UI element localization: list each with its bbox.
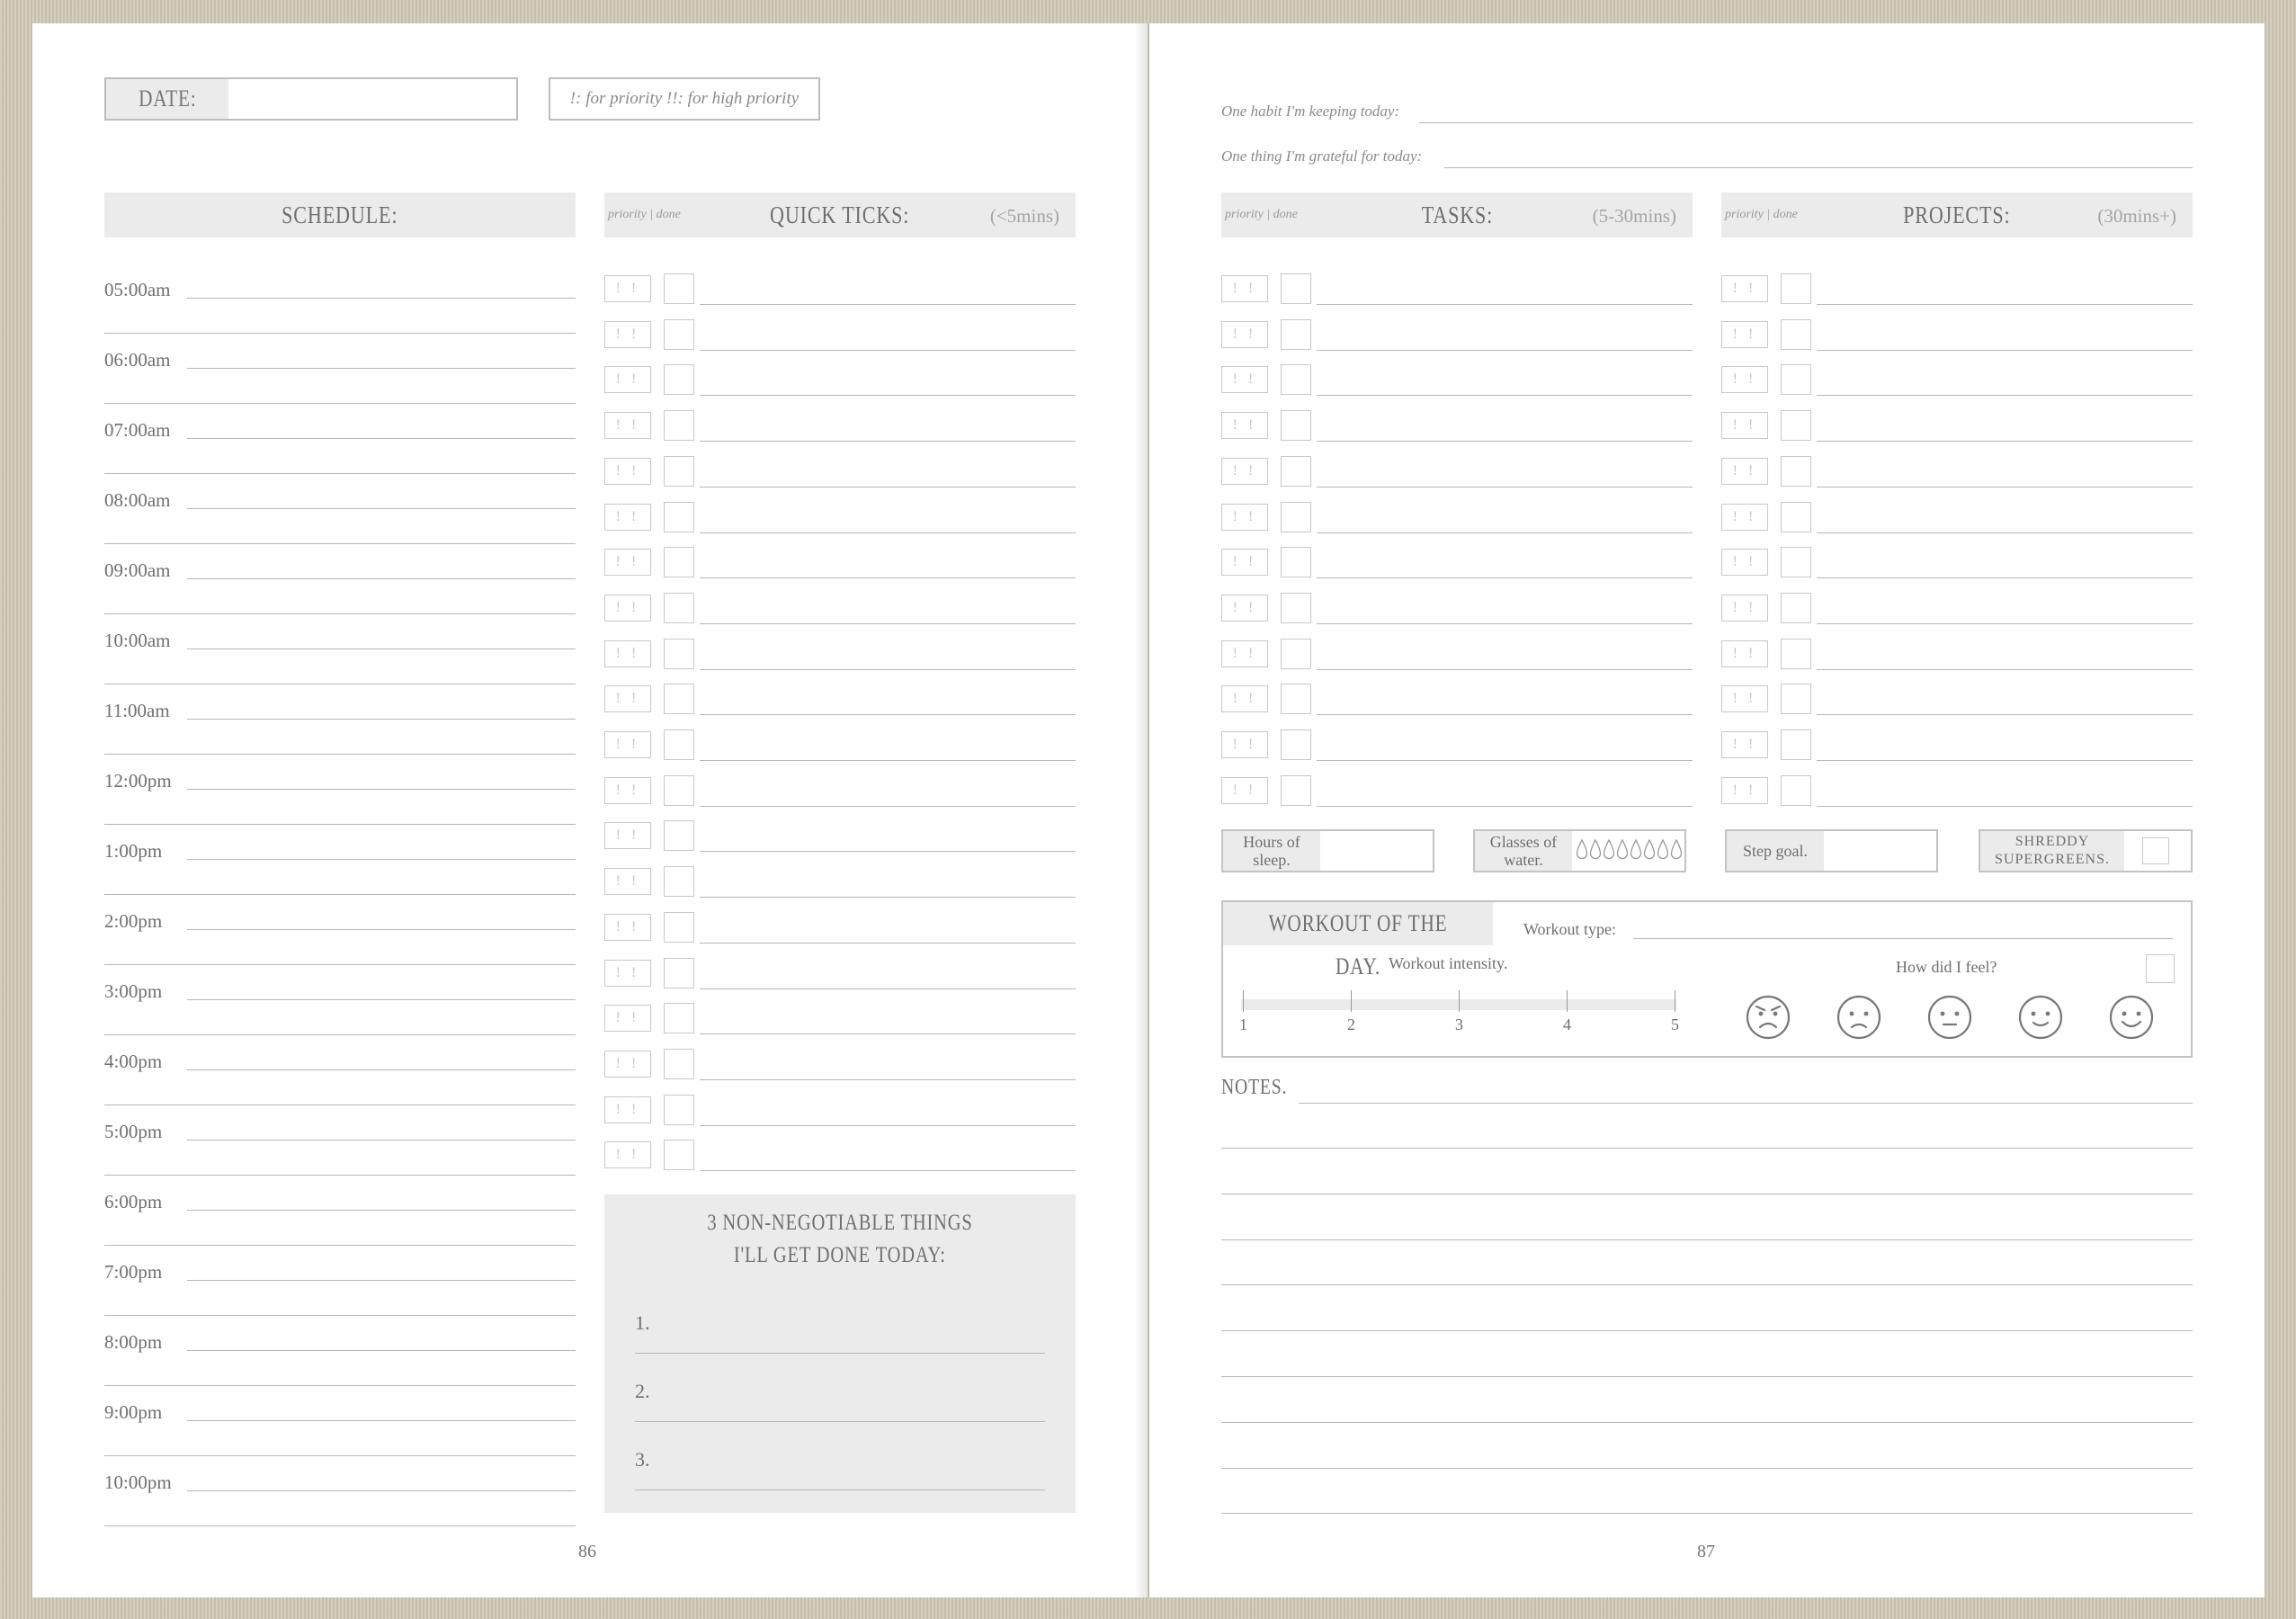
non-negotiable-line-3[interactable] — [635, 1489, 1045, 1490]
schedule-subline[interactable] — [104, 1455, 576, 1456]
priority-box[interactable]: ! ! — [604, 1096, 651, 1123]
schedule-subline[interactable] — [104, 613, 576, 614]
schedule-line[interactable] — [187, 1280, 576, 1281]
done-checkbox[interactable] — [1281, 684, 1311, 714]
done-checkbox[interactable] — [1781, 364, 1811, 395]
tasks-title: TASKS: — [1421, 201, 1493, 228]
schedule-time: 06:00am — [104, 349, 171, 371]
happy-face-icon[interactable] — [2108, 994, 2155, 1041]
non-negotiable-item-1: 1. — [635, 1311, 650, 1334]
done-checkbox[interactable] — [1781, 639, 1811, 669]
schedule-time: 9:00pm — [104, 1401, 163, 1423]
workout-title: WORKOUT OF THE DAY. — [1268, 910, 1448, 979]
priority-box[interactable]: ! ! — [1221, 412, 1268, 439]
non-negotiables-title-line2: I'LL GET DONE TODAY: — [734, 1243, 946, 1267]
priority-done-label: priority | done — [608, 208, 681, 221]
done-checkbox[interactable] — [1281, 273, 1311, 304]
done-checkbox[interactable] — [664, 912, 694, 943]
date-field[interactable] — [104, 77, 518, 121]
intensity-tick — [1459, 990, 1460, 1012]
priority-done-label: priority | done — [1725, 208, 1798, 221]
left-page — [32, 23, 1148, 1597]
schedule-line[interactable] — [187, 1210, 576, 1211]
task-line[interactable] — [700, 806, 1076, 807]
priority-box[interactable]: ! ! — [604, 549, 651, 576]
priority-box[interactable]: ! ! — [1221, 549, 1268, 576]
task-line[interactable] — [700, 1170, 1076, 1171]
intensity-value: 3 — [1455, 1015, 1463, 1033]
priority-box[interactable]: ! ! — [1221, 640, 1268, 667]
date-label: DATE: — [106, 79, 228, 119]
done-checkbox[interactable] — [1781, 547, 1811, 577]
done-checkbox[interactable] — [664, 684, 694, 714]
feel-label: How did I feel? — [1896, 958, 1997, 976]
intensity-value: 2 — [1347, 1015, 1355, 1033]
grateful-prompt: One thing I'm grateful for today: — [1221, 148, 1423, 165]
supergreens-label: SHREDDY SUPERGREENS. — [1980, 831, 2124, 871]
schedule-time: 2:00pm — [104, 910, 163, 932]
schedule-time: 8:00pm — [104, 1331, 163, 1353]
schedule-line[interactable] — [187, 789, 576, 790]
notes-line[interactable] — [1221, 1468, 2193, 1469]
projects-title: PROJECTS: — [1903, 201, 2011, 228]
done-checkbox[interactable] — [1781, 775, 1811, 806]
priority-box[interactable]: ! ! — [1221, 366, 1268, 393]
done-checkbox[interactable] — [1281, 639, 1311, 669]
angry-face-icon[interactable] — [1745, 994, 1791, 1041]
done-checkbox[interactable] — [664, 729, 694, 760]
non-negotiables-box — [604, 1194, 1076, 1513]
schedule-line[interactable] — [187, 1420, 576, 1421]
page-number-right: 87 — [1697, 1542, 1715, 1561]
feel-checkbox[interactable] — [2146, 954, 2175, 983]
schedule-time: 11:00am — [104, 700, 170, 721]
notes-label: NOTES. — [1221, 1076, 1288, 1099]
done-checkbox[interactable] — [1281, 547, 1311, 577]
schedule-line[interactable] — [187, 578, 576, 579]
schedule-subline[interactable] — [104, 754, 576, 755]
priority-box[interactable]: ! ! — [604, 914, 651, 941]
priority-box[interactable]: ! ! — [1221, 685, 1268, 712]
schedule-subline[interactable] — [104, 1385, 576, 1386]
intensity-value: 5 — [1671, 1015, 1679, 1033]
priority-box[interactable]: ! ! — [1721, 412, 1768, 439]
non-negotiable-item-2: 2. — [635, 1380, 650, 1402]
supergreens-field — [1979, 829, 2193, 872]
priority-box[interactable]: ! ! — [604, 1141, 651, 1168]
priority-done-label: priority | done — [1225, 208, 1298, 221]
task-line[interactable] — [700, 851, 1076, 852]
priority-box[interactable]: ! ! — [1721, 366, 1768, 393]
task-line[interactable] — [1817, 532, 2193, 533]
habit-prompt: One habit I'm keeping today: — [1221, 103, 1400, 120]
schedule-time: 08:00am — [104, 489, 171, 511]
habit-line[interactable] — [1419, 122, 2193, 123]
priority-box[interactable]: ! ! — [604, 868, 651, 895]
priority-box[interactable]: ! ! — [1221, 504, 1268, 531]
schedule-subline[interactable] — [104, 543, 576, 544]
projects-time: (30mins+) — [2097, 205, 2176, 227]
done-checkbox[interactable] — [664, 1095, 694, 1125]
schedule-subline[interactable] — [104, 824, 576, 825]
done-checkbox[interactable] — [664, 866, 694, 897]
done-checkbox[interactable] — [1781, 593, 1811, 623]
done-checkbox[interactable] — [1281, 729, 1311, 760]
priority-box[interactable]: ! ! — [1721, 321, 1768, 348]
non-negotiable-item-3: 3. — [635, 1448, 650, 1471]
task-line[interactable] — [700, 350, 1076, 351]
notes-line[interactable] — [1221, 1330, 2193, 1331]
intensity-tick — [1351, 990, 1352, 1012]
task-line[interactable] — [700, 623, 1076, 624]
schedule-time: 6:00pm — [104, 1191, 163, 1212]
priority-box[interactable]: ! ! — [604, 595, 651, 622]
done-checkbox[interactable] — [664, 775, 694, 806]
priority-box[interactable]: ! ! — [1721, 640, 1768, 667]
sad-face-icon[interactable] — [1836, 994, 1882, 1041]
water-drop-icon[interactable] — [1630, 838, 1642, 862]
task-line[interactable] — [700, 1079, 1076, 1080]
done-checkbox[interactable] — [1781, 273, 1811, 304]
non-negotiable-line-1[interactable] — [635, 1353, 1045, 1354]
priority-box[interactable]: ! ! — [604, 321, 651, 348]
water-drop-icon[interactable] — [1576, 838, 1588, 862]
schedule-subline[interactable] — [104, 473, 576, 474]
task-line[interactable] — [700, 897, 1076, 898]
non-negotiable-line-2[interactable] — [635, 1421, 1045, 1422]
schedule-subline[interactable] — [104, 964, 576, 965]
schedule-line[interactable] — [187, 929, 576, 930]
supergreens-checkbox[interactable] — [2142, 837, 2169, 864]
task-line[interactable] — [700, 441, 1076, 442]
schedule-line[interactable] — [187, 1069, 576, 1070]
schedule-subline[interactable] — [104, 333, 576, 334]
task-line[interactable] — [1317, 350, 1693, 351]
right-page — [1149, 23, 2265, 1597]
notes-line[interactable] — [1221, 1376, 2193, 1377]
sleep-label: Hours of sleep. — [1223, 831, 1320, 871]
task-line[interactable] — [1317, 532, 1693, 533]
priority-box[interactable]: ! ! — [604, 640, 651, 667]
notes-line[interactable] — [1299, 1103, 2193, 1104]
done-checkbox[interactable] — [664, 639, 694, 669]
task-line[interactable] — [700, 943, 1076, 944]
non-negotiables-title-line1: 3 NON-NEGOTIABLE THINGS — [707, 1211, 973, 1235]
intensity-tick — [1243, 990, 1244, 1012]
schedule-line[interactable] — [187, 719, 576, 720]
done-checkbox[interactable] — [1781, 410, 1811, 441]
schedule-time: 05:00am — [104, 279, 171, 300]
workout-box — [1221, 900, 2193, 1058]
schedule-title: SCHEDULE: — [281, 201, 398, 228]
done-checkbox[interactable] — [664, 273, 694, 304]
done-checkbox[interactable] — [664, 410, 694, 441]
projects-header — [1721, 192, 2193, 237]
done-checkbox[interactable] — [664, 1049, 694, 1079]
priority-box[interactable]: ! ! — [1721, 504, 1768, 531]
done-checkbox[interactable] — [1281, 502, 1311, 532]
task-line[interactable] — [1317, 577, 1693, 578]
task-line[interactable] — [700, 760, 1076, 761]
done-checkbox[interactable] — [1781, 729, 1811, 760]
task-line[interactable] — [1817, 806, 2193, 807]
priority-box[interactable]: ! ! — [604, 960, 651, 987]
priority-box[interactable]: ! ! — [604, 1051, 651, 1078]
schedule-time: 10:00pm — [104, 1471, 172, 1493]
sleep-hours-field[interactable] — [1221, 829, 1434, 872]
schedule-time: 5:00pm — [104, 1121, 163, 1142]
done-checkbox[interactable] — [1281, 593, 1311, 623]
done-checkbox[interactable] — [1281, 775, 1311, 806]
schedule-time: 10:00am — [104, 630, 171, 651]
schedule-line[interactable] — [187, 1350, 576, 1351]
done-checkbox[interactable] — [1281, 410, 1311, 441]
schedule-subline[interactable] — [104, 1175, 576, 1176]
schedule-time: 7:00pm — [104, 1261, 163, 1283]
priority-box[interactable]: ! ! — [1221, 275, 1268, 302]
schedule-line[interactable] — [187, 368, 576, 369]
schedule-line[interactable] — [187, 1490, 576, 1491]
schedule-line[interactable] — [187, 859, 576, 860]
priority-box[interactable]: ! ! — [604, 685, 651, 712]
done-checkbox[interactable] — [664, 593, 694, 623]
priority-box[interactable]: ! ! — [604, 275, 651, 302]
done-checkbox[interactable] — [664, 958, 694, 988]
schedule-subline[interactable] — [104, 403, 576, 404]
priority-box[interactable]: ! ! — [1721, 731, 1768, 758]
notes-line[interactable] — [1221, 1284, 2193, 1285]
priority-box[interactable]: ! ! — [1721, 777, 1768, 804]
schedule-subline[interactable] — [104, 1034, 576, 1035]
task-line[interactable] — [1317, 304, 1693, 305]
water-drop-icon[interactable] — [1643, 838, 1656, 862]
smile-face-icon[interactable] — [2017, 994, 2064, 1041]
schedule-line[interactable] — [187, 508, 576, 509]
task-line[interactable] — [700, 714, 1076, 715]
priority-box[interactable]: ! ! — [604, 731, 651, 758]
done-checkbox[interactable] — [1781, 684, 1811, 714]
notes-line[interactable] — [1221, 1239, 2193, 1240]
task-line[interactable] — [1817, 350, 2193, 351]
quick-ticks-time: (<5mins) — [989, 205, 1059, 227]
step-goal-field[interactable] — [1725, 829, 1938, 872]
task-line[interactable] — [1817, 714, 2193, 715]
schedule-subline[interactable] — [104, 1315, 576, 1316]
schedule-line[interactable] — [187, 298, 576, 299]
priority-box[interactable]: ! ! — [1221, 777, 1268, 804]
task-line[interactable] — [700, 577, 1076, 578]
done-checkbox[interactable] — [1781, 502, 1811, 532]
done-checkbox[interactable] — [664, 364, 694, 395]
task-line[interactable] — [1317, 441, 1693, 442]
schedule-time: 1:00pm — [104, 840, 163, 862]
done-checkbox[interactable] — [664, 1003, 694, 1033]
task-line[interactable] — [1317, 806, 1693, 807]
task-line[interactable] — [1317, 395, 1693, 396]
schedule-time: 09:00am — [104, 559, 171, 581]
task-line[interactable] — [700, 1125, 1076, 1126]
schedule-subline[interactable] — [104, 1245, 576, 1246]
water-drops — [1576, 838, 1684, 866]
task-line[interactable] — [1317, 760, 1693, 761]
priority-box[interactable]: ! ! — [604, 458, 651, 485]
water-glasses-field[interactable] — [1473, 829, 1686, 872]
priority-box[interactable]: ! ! — [1221, 731, 1268, 758]
task-line[interactable] — [1817, 623, 2193, 624]
quick-ticks-header — [604, 192, 1076, 237]
schedule-time: 07:00am — [104, 419, 171, 441]
done-checkbox[interactable] — [664, 820, 694, 851]
intensity-value: 4 — [1563, 1015, 1571, 1033]
task-line[interactable] — [1817, 577, 2193, 578]
priority-box[interactable]: ! ! — [1721, 595, 1768, 622]
priority-box[interactable]: ! ! — [1721, 685, 1768, 712]
schedule-time: 3:00pm — [104, 980, 163, 1002]
done-checkbox[interactable] — [1281, 319, 1311, 350]
step-goal-label: Step goal. — [1727, 831, 1824, 871]
task-line[interactable] — [700, 395, 1076, 396]
priority-box[interactable]: ! ! — [604, 777, 651, 804]
task-line[interactable] — [700, 669, 1076, 670]
priority-box[interactable]: ! ! — [604, 504, 651, 531]
priority-box[interactable]: ! ! — [1221, 458, 1268, 485]
task-line[interactable] — [1317, 669, 1693, 670]
water-drop-icon[interactable] — [1670, 838, 1683, 862]
intensity-tick — [1567, 990, 1568, 1012]
grateful-line[interactable] — [1444, 167, 2193, 168]
priority-box[interactable]: ! ! — [1721, 549, 1768, 576]
schedule-header — [104, 192, 576, 237]
notes-line[interactable] — [1221, 1513, 2193, 1514]
priority-box[interactable]: ! ! — [1721, 275, 1768, 302]
priority-box[interactable]: ! ! — [1221, 321, 1268, 348]
done-checkbox[interactable] — [664, 547, 694, 577]
schedule-time: 4:00pm — [104, 1051, 163, 1072]
notes-line[interactable] — [1221, 1422, 2193, 1423]
task-line[interactable] — [700, 988, 1076, 989]
task-line[interactable] — [700, 532, 1076, 533]
water-drop-icon[interactable] — [1616, 838, 1629, 862]
priority-box[interactable]: ! ! — [1721, 458, 1768, 485]
water-drop-icon[interactable] — [1603, 838, 1615, 862]
schedule-line[interactable] — [187, 438, 576, 439]
tasks-time: (5-30mins) — [1592, 205, 1676, 227]
priority-legend: !: for priority !!: for high priority — [549, 77, 820, 121]
schedule-line[interactable] — [187, 999, 576, 1000]
workout-intensity-label: Workout intensity. — [1389, 954, 1508, 972]
task-line[interactable] — [700, 304, 1076, 305]
priority-box[interactable]: ! ! — [604, 366, 651, 393]
neutral-face-icon[interactable] — [1926, 994, 1973, 1041]
intensity-value: 1 — [1239, 1015, 1247, 1033]
done-checkbox[interactable] — [1281, 456, 1311, 487]
done-checkbox[interactable] — [664, 319, 694, 350]
task-line[interactable] — [1817, 395, 2193, 396]
done-checkbox[interactable] — [664, 1140, 694, 1170]
task-line[interactable] — [1817, 669, 2193, 670]
schedule-time: 12:00pm — [104, 770, 172, 792]
water-drop-icon[interactable] — [1657, 838, 1669, 862]
priority-box[interactable]: ! ! — [604, 822, 651, 849]
water-drop-icon[interactable] — [1589, 838, 1602, 862]
priority-box[interactable]: ! ! — [604, 1005, 651, 1032]
done-checkbox[interactable] — [1281, 364, 1311, 395]
priority-box[interactable]: ! ! — [1221, 595, 1268, 622]
quick-ticks-title: QUICK TICKS: — [770, 201, 910, 228]
notes-line[interactable] — [1221, 1148, 2193, 1149]
done-checkbox[interactable] — [1781, 456, 1811, 487]
task-line[interactable] — [700, 1033, 1076, 1034]
task-line[interactable] — [1817, 760, 2193, 761]
task-line[interactable] — [1817, 304, 2193, 305]
task-line[interactable] — [1317, 623, 1693, 624]
schedule-subline[interactable] — [104, 1525, 576, 1526]
page-number-left: 86 — [578, 1542, 596, 1561]
done-checkbox[interactable] — [1781, 319, 1811, 350]
schedule-line[interactable] — [187, 648, 576, 649]
done-checkbox[interactable] — [664, 502, 694, 532]
workout-type-label: Workout type: — [1523, 920, 1617, 938]
task-line[interactable] — [1317, 714, 1693, 715]
workout-type-line[interactable] — [1633, 938, 2173, 939]
schedule-subline[interactable] — [104, 894, 576, 895]
done-checkbox[interactable] — [664, 456, 694, 487]
water-label: Glasses of water. — [1475, 831, 1572, 871]
tasks-header — [1221, 192, 1693, 237]
priority-box[interactable]: ! ! — [604, 412, 651, 439]
task-line[interactable] — [1817, 441, 2193, 442]
